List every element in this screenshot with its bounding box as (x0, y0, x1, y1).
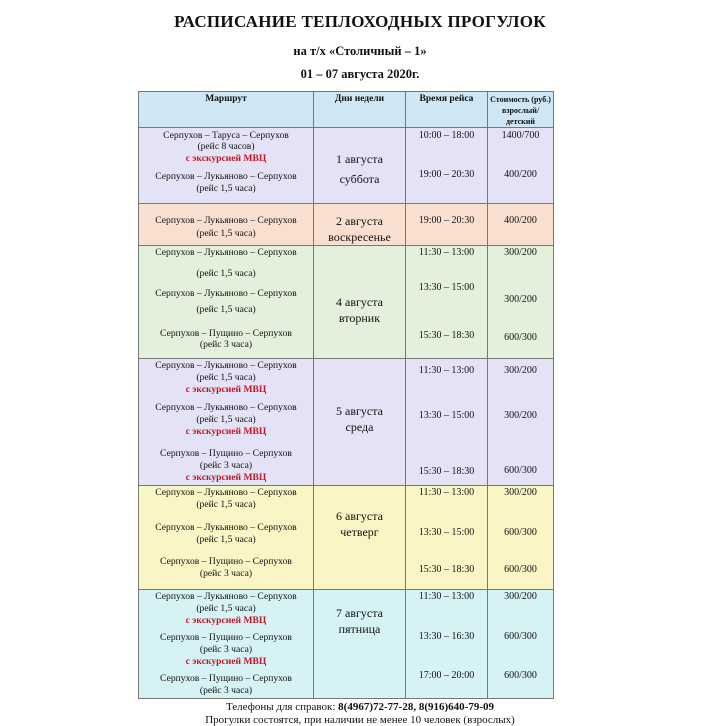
footer-note: Прогулки состоятся, при наличии не менее 10 человек (взрослых) (205, 714, 515, 726)
trip-time: 11:30 – 13:00 (418, 247, 475, 258)
day-weekday: воскресенье (328, 230, 391, 244)
trip-time: 13:30 – 15:00 (418, 282, 475, 293)
trip-time: 19:00 – 20:30 (418, 215, 475, 226)
route-line: Серпухов – Лукьяново – Серпухов (155, 522, 297, 533)
day-weekday: четверг (340, 525, 379, 539)
time-cell (406, 204, 488, 246)
trip-price: 600/300 (504, 332, 537, 343)
route-line: Серпухов – Лукьяново – Серпухов (155, 487, 297, 498)
day-weekday: суббота (339, 172, 380, 186)
route-line: Серпухов – Лукьяново – Серпухов (155, 402, 297, 413)
route-cell (139, 590, 314, 699)
phones-numbers: 8(4967)72-77-28, 8(916)640-79-09 (338, 701, 494, 713)
day-weekday: пятница (338, 622, 381, 636)
route-line: (рейс 3 часа) (199, 460, 253, 471)
excursion-note: с экскурсией МВЦ (185, 615, 267, 626)
cost-cell (488, 204, 554, 246)
day-cell (314, 204, 406, 246)
time-cell (406, 359, 488, 486)
trip-price: 300/200 (504, 487, 537, 498)
route-line: (рейс 1,5 часа) (196, 304, 256, 315)
cost-cell (488, 359, 554, 486)
route-line: (рейс 1,5 часа) (196, 372, 256, 383)
phones-label: Телефоны для справок: (226, 701, 336, 713)
trip-price: 600/300 (504, 527, 537, 538)
day-cell (314, 486, 406, 590)
route-line: Серпухов – Пущино – Серпухов (160, 632, 292, 643)
day-date: 2 августа (336, 214, 383, 228)
trip-price: 400/200 (504, 215, 537, 226)
route-line: (рейс 1,5 часа) (196, 603, 256, 614)
time-cell (406, 486, 488, 590)
route-line: (рейс 8 часов) (197, 141, 255, 152)
trip-price: 300/200 (504, 410, 537, 421)
trip-price: 600/300 (504, 631, 537, 642)
column-header-time: Время рейса (406, 92, 488, 128)
date-range: 01 – 07 августа 2020г. (300, 67, 420, 81)
route-line: Серпухов – Пущино – Серпухов (160, 448, 292, 459)
excursion-note: с экскурсией МВЦ (185, 656, 267, 667)
day-cell (314, 590, 406, 699)
route-line: (рейс 3 часа) (199, 339, 253, 350)
route-line: (рейс 1,5 часа) (196, 228, 256, 239)
trip-time: 11:30 – 13:00 (418, 487, 475, 498)
trip-price: 1400/700 (501, 130, 540, 141)
day-date: 6 августа (336, 509, 383, 523)
page-title: РАСПИСАНИЕ ТЕПЛОХОДНЫХ ПРОГУЛОК (174, 12, 546, 31)
table-row (139, 128, 554, 204)
excursion-note: с экскурсией МВЦ (185, 426, 267, 437)
route-cell (139, 128, 314, 204)
day-weekday: среда (345, 420, 374, 434)
route-cell (139, 359, 314, 486)
trip-time: 13:30 – 15:00 (418, 527, 475, 538)
route-line: (рейс 1,5 часа) (196, 414, 256, 425)
trip-price: 600/300 (504, 564, 537, 575)
trip-time: 15:30 – 18:30 (418, 466, 475, 477)
trip-time: 10:00 – 18:00 (418, 130, 475, 141)
table-row (139, 486, 554, 590)
schedule-table (138, 91, 554, 699)
day-date: 4 августа (336, 295, 383, 309)
route-cell (139, 486, 314, 590)
trip-price: 300/200 (504, 294, 537, 305)
trip-time: 13:30 – 15:00 (418, 410, 475, 421)
column-header-day: Дни недели (314, 92, 406, 128)
day-weekday: вторник (338, 311, 381, 325)
route-line: Серпухов – Пущино – Серпухов (160, 556, 292, 567)
cost-cell (488, 128, 554, 204)
day-date: 1 августа (336, 152, 383, 166)
time-cell (406, 590, 488, 699)
table-header-row (139, 92, 554, 128)
trip-time: 17:00 – 20:00 (418, 670, 475, 681)
table-row (139, 590, 554, 699)
route-line: Серпухов – Пущино – Серпухов (160, 328, 292, 339)
trip-price: 300/200 (504, 247, 537, 258)
route-line: Серпухов – Лукьяново – Серпухов (155, 360, 297, 371)
time-cell (406, 246, 488, 359)
footer-phones (0, 701, 720, 713)
trip-time: 15:30 – 18:30 (418, 330, 475, 341)
table-row (139, 359, 554, 486)
day-cell (314, 246, 406, 359)
route-line: (рейс 1,5 часа) (196, 499, 256, 510)
excursion-note: с экскурсией МВЦ (185, 472, 267, 483)
trip-price: 600/300 (504, 465, 537, 476)
route-line: Серпухов – Лукьяново – Серпухов (155, 288, 297, 299)
trip-price: 300/200 (504, 365, 537, 376)
route-line: (рейс 3 часа) (199, 568, 253, 579)
trip-time: 11:30 – 13:00 (418, 365, 475, 376)
column-header-cost: Стоимость (руб.) взрослый/детский (488, 92, 554, 128)
day-cell (314, 128, 406, 204)
route-line: Серпухов – Лукьяново – Серпухов (155, 215, 297, 226)
trip-time: 13:30 – 16:30 (418, 631, 475, 642)
day-date: 5 августа (336, 404, 383, 418)
cost-cell (488, 246, 554, 359)
excursion-note: с экскурсией МВЦ (185, 153, 267, 164)
route-line: (рейс 3 часа) (199, 685, 253, 696)
route-cell (139, 204, 314, 246)
day-cell (314, 359, 406, 486)
trip-price: 400/200 (504, 169, 537, 180)
trip-time: 15:30 – 18:30 (418, 564, 475, 575)
trip-time: 19:00 – 20:30 (418, 169, 475, 180)
time-cell (406, 128, 488, 204)
route-line: (рейс 1,5 часа) (196, 534, 256, 545)
table-row (139, 246, 554, 359)
route-line: (рейс 3 часа) (199, 644, 253, 655)
cost-cell (488, 590, 554, 699)
column-header-route: Маршрут (139, 92, 314, 128)
day-date: 7 августа (336, 606, 383, 620)
route-line: Серпухов – Лукьяново – Серпухов (155, 171, 297, 182)
route-line: Серпухов – Таруса – Серпухов (163, 130, 289, 141)
trip-price: 600/300 (504, 670, 537, 681)
route-line: Серпухов – Пущино – Серпухов (160, 673, 292, 684)
table-row (139, 204, 554, 246)
route-cell (139, 246, 314, 359)
route-line: Серпухов – Лукьяново – Серпухов (155, 591, 297, 602)
trip-price: 300/200 (504, 591, 537, 602)
route-line: Серпухов – Лукьяново – Серпухов (155, 247, 297, 258)
cost-cell (488, 486, 554, 590)
ship-name: на т/х «Столичный – 1» (293, 44, 427, 58)
route-line: (рейс 1,5 часа) (196, 183, 256, 194)
trip-time: 11:30 – 13:00 (418, 591, 475, 602)
excursion-note: с экскурсией МВЦ (185, 384, 267, 395)
route-line: (рейс 1,5 часа) (196, 268, 256, 279)
